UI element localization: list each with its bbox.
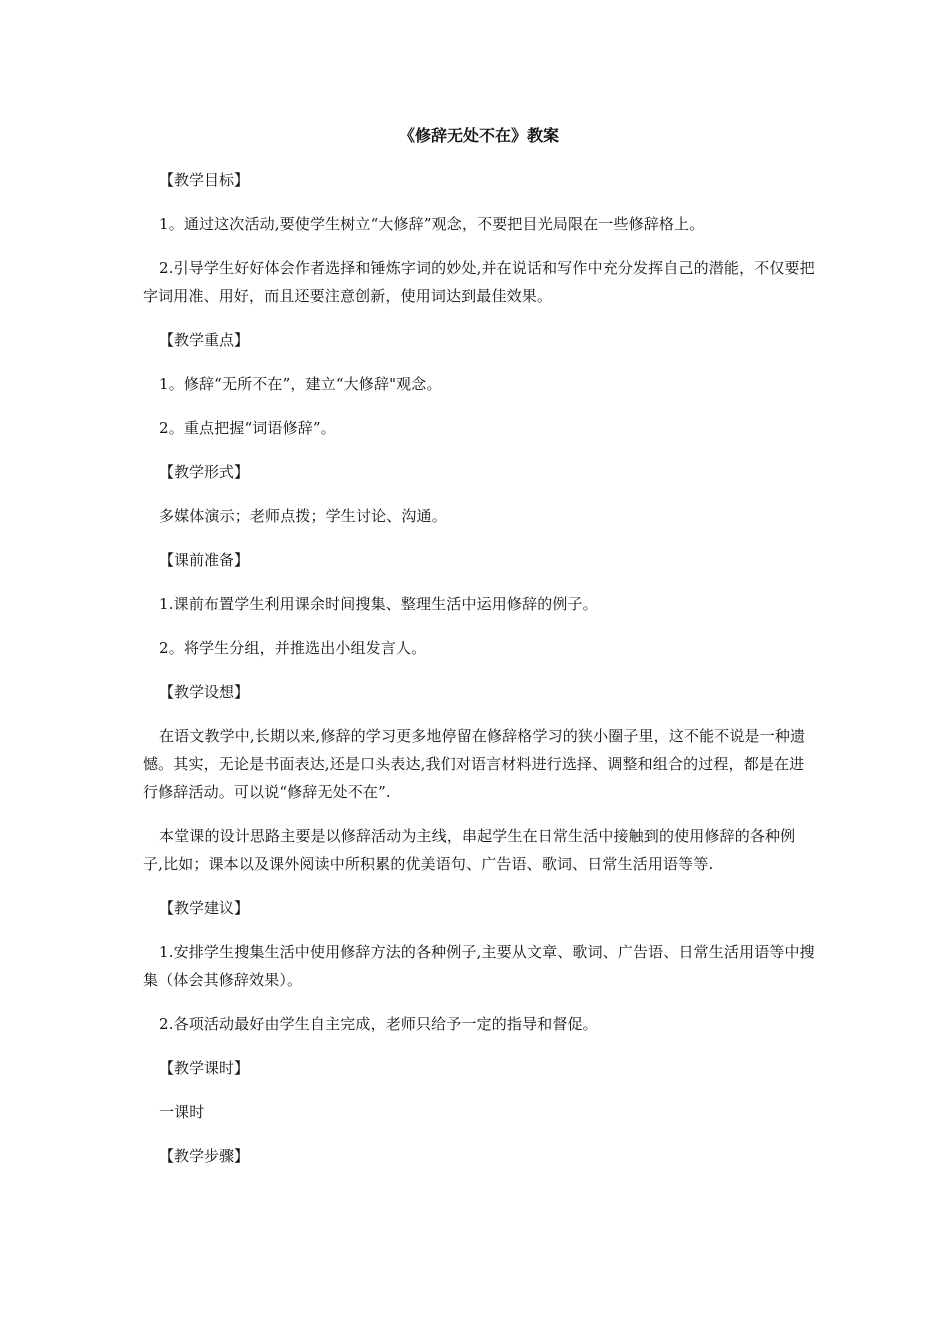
section-steps: [143, 1142, 815, 1170]
paragraph: 2。将学生分组，并推选出小组发言人。: [159, 639, 427, 657]
paragraph: 2.引导学生好好体会作者选择和锤炼字词的妙处,并在说话和写作中充分发挥自己的潜能，不仅要把字词用准、用好，而且还要注意创新，使用词达到最佳效果。: [143, 259, 815, 305]
section-heading: 【课前准备】: [159, 551, 250, 569]
section-heading: 【教学建议】: [159, 899, 250, 917]
paragraph: 1.安排学生搜集生活中使用修辞方法的各种例子,主要从文章、歌词、广告语、日常生活用语等中搜集（体会其修辞效果）。: [143, 943, 815, 989]
section-heading: 【教学重点】: [159, 331, 250, 349]
section-class-hours: [143, 1054, 815, 1126]
paragraph: 1。修辞“无所不在”，建立“大修辞"观念。: [159, 375, 442, 393]
section-format: [143, 458, 815, 530]
section-heading: 【教学形式】: [159, 463, 250, 481]
paragraph: 多媒体演示；老师点拨；学生讨论、沟通。: [159, 507, 447, 525]
document-body: [143, 122, 815, 1186]
section-heading: 【教学课时】: [159, 1059, 250, 1077]
paragraph: 1.课前布置学生利用课余时间搜集、整理生活中运用修辞的例子。: [159, 595, 598, 613]
paragraph: 本堂课的设计思路主要是以修辞活动为主线，串起学生在日常生活中接触到的使用修辞的各种例子,比如；课本以及课外阅读中所积累的优美语句、广告语、歌词、日常生活用语等等.: [143, 827, 796, 873]
document-title: 《修辞无处不在》教案: [398, 126, 559, 145]
section-objectives: [143, 166, 815, 310]
paragraph: 一课时: [159, 1103, 205, 1121]
section-heading: 【教学设想】: [159, 683, 250, 701]
paragraph: 2。重点把握“词语修辞”。: [159, 419, 336, 437]
section-key-points: [143, 326, 815, 442]
section-preparation: [143, 546, 815, 662]
section-suggestions: [143, 894, 815, 1038]
paragraph: 2.各项活动最好由学生自主完成，老师只给予一定的指导和督促。: [159, 1015, 598, 1033]
section-heading: 【教学目标】: [159, 171, 250, 189]
section-heading: 【教学步骤】: [159, 1147, 250, 1165]
paragraph: 在语文教学中,长期以来,修辞的学习更多地停留在修辞格学习的狭小圈子里，这不能不说是一种遗憾。其实，无论是书面表达,还是口头表达,我们对语言材料进行选择、调整和组合的过程，都是在进行修辞活动。可以说“修辞无处不在”.: [143, 727, 806, 801]
paragraph: 1。通过这次活动,要使学生树立“大修辞”观念，不要把目光局限在一些修辞格上。: [159, 215, 705, 233]
section-design: [143, 678, 815, 878]
